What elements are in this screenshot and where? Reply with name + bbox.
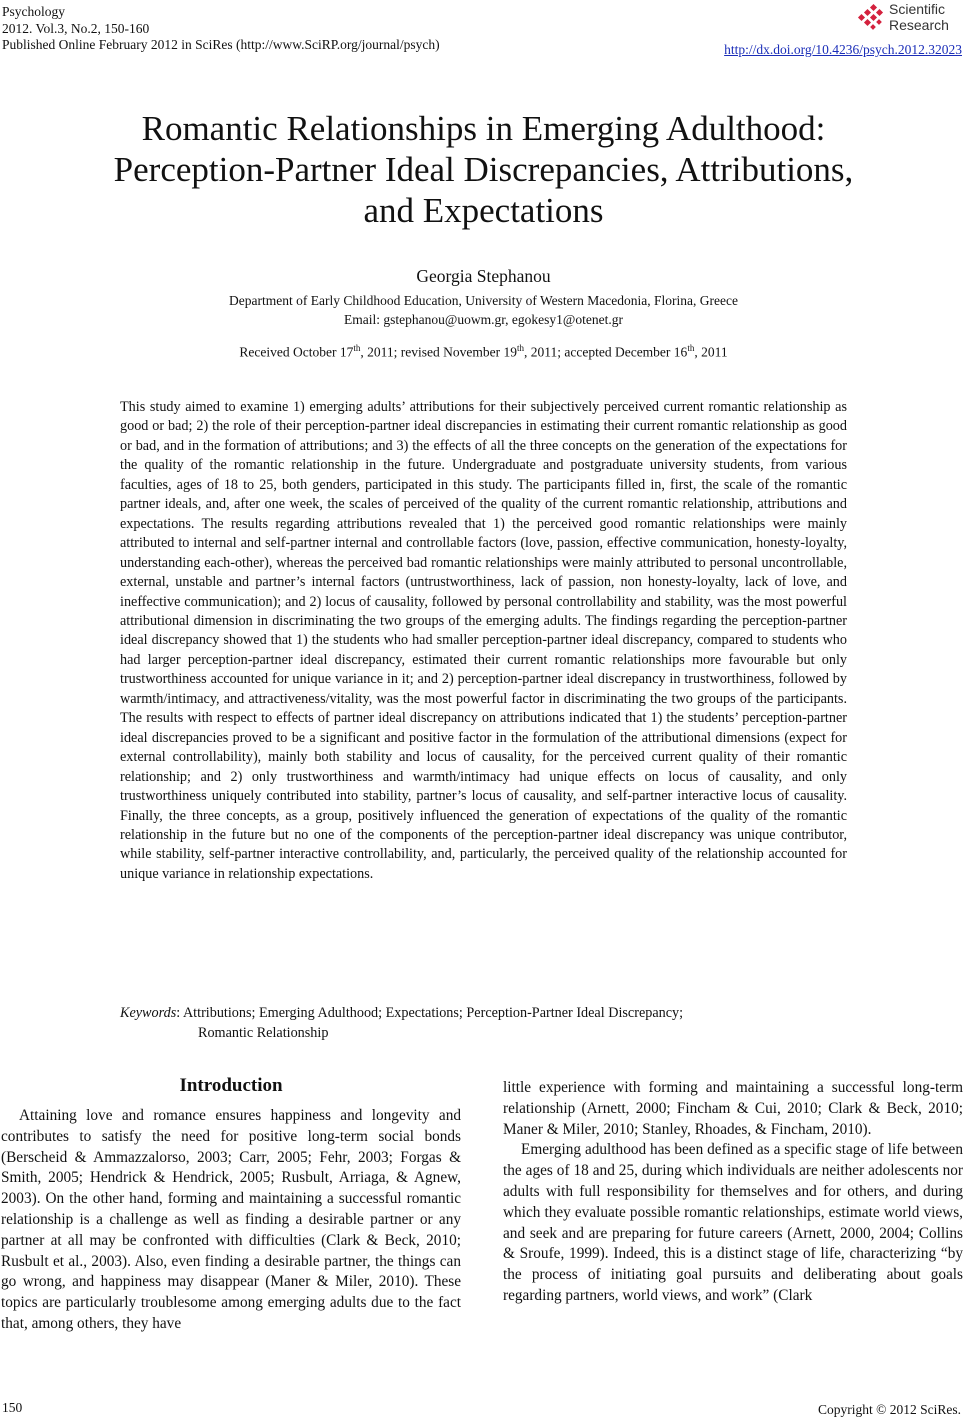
keywords-list: : Attributions; Emerging Adulthood; Expectations; Perception-Partner Ideal Discrepancy; [176,1005,684,1021]
journal-volume: 2012. Vol.3, No.2, 150-160 [2,20,150,36]
title-line: Romantic Relationships in Emerging Adulthood: [141,109,826,148]
body-paragraph: Emerging adulthood has been defined as a specific stage of life between the ages of 18 and 25, during which individuals are neither adolescents nor adults with full responsibility for themselves and for others, and during which they evaluate possible romantic relationships, estimate world views, and seek and are preparing for future careers (Arnett, 2000, 2004; Collins & Sroufe, 1999). Indeed, this is a distinct stage of life, characterizing “by the process of initiating goal pursuits and deliberating about goals regarding partners, world views, and work” (Clark [503,1141,963,1304]
right-column [503,1078,963,1307]
body-paragraph-continued: little experience with forming and maintaining a successful long-term relationship (Arnett, 2000; Fincham & Cui, 2010; Clark & Beck, 2010; Maner & Miler, 2010; Stanley, Rhoades, & Fincham, 2010). [503,1079,963,1138]
doi-link[interactable]: http://dx.doi.org/10.4236/psych.2012.32023 [724,42,962,57]
keywords [120,1003,847,1043]
revised-text: , 2011; revised November 19 [360,344,517,360]
year-text: , 2011 [694,344,728,360]
ordinal-suffix: th [353,343,361,353]
logo-text-scientific: Scientific [889,1,946,17]
left-column [1,1074,461,1335]
journal-name: Psychology [2,4,66,19]
received-dates [0,343,967,361]
affiliation: Department of Early Childhood Education, University of Western Macedonia, Florina, Greece [229,293,738,308]
author-email: Email: gstephanou@uowm.gr, egokesy1@otenet.gr [344,312,623,327]
publication-info: Published Online February 2012 in SciRes (http://www.SciRP.org/journal/psych) [2,37,440,52]
section-heading-introduction: Introduction [179,1075,283,1096]
logo-text-research: Research [889,17,949,33]
paper-title [0,108,967,231]
copyright-notice: Copyright © 2012 SciRes. [817,1402,961,1417]
accepted-text: , 2011; accepted December 16 [524,344,688,360]
title-line: Perception-Partner Ideal Discrepancies, Attributions, [113,150,854,189]
scientific-research-logo [855,0,961,36]
keywords-list-continued: Romantic Relationship [198,1025,329,1041]
abstract: This study aimed to examine 1) emerging adults’ attributions for their subjectively perceived current romantic relationship as good or bad; 2) the role of their perception-partner ideal discrepancies in estimating their current romantic relationship as good or bad, and in the formation of attributions; and 3) the effects of all the three concepts on the generation of the expectations for the quality of the romantic relationship in the future. Undergraduate and postgraduate university students, from various faculties, ages of 18 to 25, both genders, participated in this study. The participants filled in, first, the scale of the romantic partner ideals, and, after one week, the scales of perceived of the quality of the current romantic relationship, attributions and expectations. The results regarding attributions revealed that 1) the perceived good romantic relationships were mainly attributed to internal and self-partner internal and controllable factors (love, passion, effective communication, honesty-loyalty, understanding each-other), whereas the perceived bad romantic relationships were mainly attributed to personal uncontrollable, external, unstable and partner’s internal factors (untrustworthiness, lack of passion, non honesty-loyalty, lack of love, and ineffective communication); and 2) locus of causality, followed by personal controllability and stability, was the most powerful attributional dimension in discriminating the two groups of the emerging adults. The findings regarding the perception-partner ideal discrepancy showed that 1) the students who had smaller perception-partner ideal discrepancy, compared to students who had larger perception-partner ideal discrepancy, estimated their current romantic relationships more favourable but only trustworthiness accounted for unique variance in it; and 2) perception-partner ideal discrepancy in trustworthiness, followed by warmth/intimacy, and attractiveness/vitality, was the most powerful factor in discriminating the two groups of the participants. The results with respect to effects of partner ideal discrepancy on attributions indicated that 1) the students’ perception-partner ideal discrepancies proved to be a significant and positive factor in the formulation of the attributional dimensions (expect for external controllability), mainly both stability and locus of causality, for the perceived current quality of their romantic relationship; and 2) only trustworthiness and warmth/intimacy had unique effects on locus of causality, and only trustworthiness uniquely contributed into stability, partner’s locus of causality, and self-partner interactive locus of causality. Finally, the three concepts, as a group, positively influenced the generation of expectations of the quality of the romantic relationship in the future but no one of the components of the perception-partner ideal discrepancy was unique contributor, while stability, self-partner interactive controllability, and, particularly, the perceived quality of the relationship accounted for unique variance in relationship expectations. [120,399,847,882]
keywords-label: Keywords [120,1005,177,1021]
ordinal-suffix: th [687,343,695,353]
page-number: 150 [2,1400,23,1415]
title-line: and Expectations [363,191,604,230]
author-affiliation-block [0,291,967,329]
logo-mark-icon [855,3,889,33]
journal-header [2,4,440,54]
ordinal-suffix: th [516,343,524,353]
body-paragraph: Attaining love and romance ensures happiness and longevity and contributes to satisfy the need for positive long-term social bonds (Berscheid & Ammazzalorso, 2003; Carr, 2005; Fehr, 2003; Forgas & Smith, 2005; Hendrick & Hendrick, 2005; Rusbult, Arriaga, & Agnew, 2003). On the other hand, forming and maintaining a successful romantic relationship is a challenge as well as finding a desirable partner or any partner at all may be confronted with difficulties (Clark & Beck, 2010; Rusbult et al., 2003). Also, even finding a desirable partner, the things can go wrong, and happiness may disappear (Maner & Miler, 2010). These topics are particularly troublesome among emerging adults due to the fact that, among others, they have [1,1107,461,1332]
received-text: Received October 17 [239,344,354,360]
author-name: Georgia Stephanou [416,266,551,286]
